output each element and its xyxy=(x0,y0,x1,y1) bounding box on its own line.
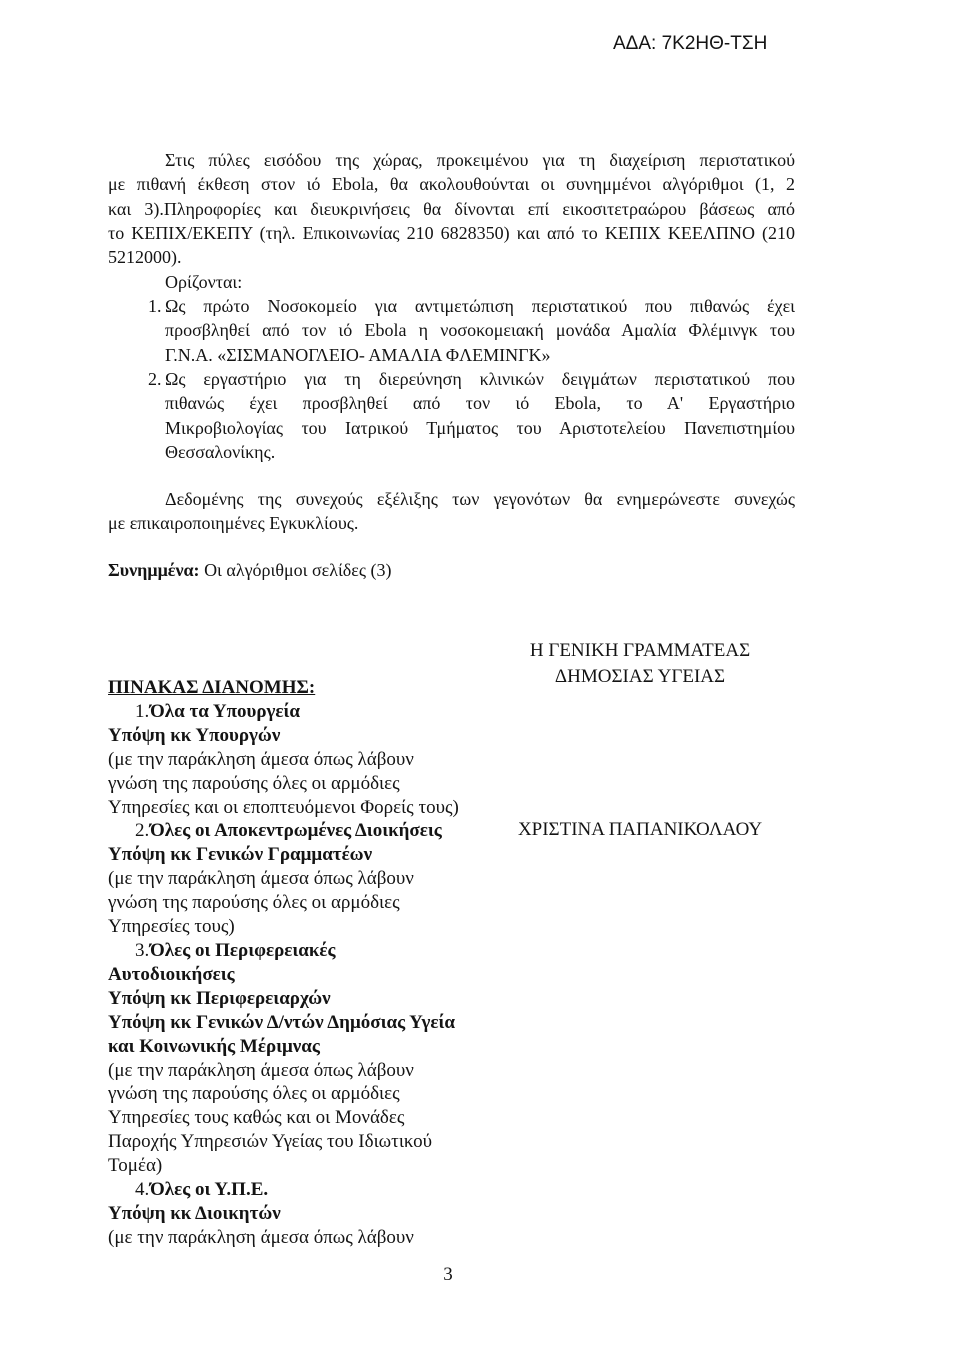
distribution-addressee: Υπόψη κκ Υπουργών xyxy=(108,724,281,746)
signature-title-line: Η ΓΕΝΙΚΗ ΓΡΑΜΜΑΤΕΑΣ xyxy=(529,640,751,661)
distribution-note-line: (με την παράκληση άμεσα όπως λάβουν xyxy=(108,1059,414,1081)
intro-line: το ΚΕΠΙΧ/ΕΚΕΠΥ (τηλ. Επικοινωνίας 210 6828350) και από το ΚΕΠΙΧ ΚΕΕΛΠΝΟ (210 xyxy=(108,222,795,243)
distribution-note-line: Τομέα) xyxy=(108,1155,163,1177)
update-note-line: με επικαιροποιημένες Εγκυκλίους. xyxy=(108,512,359,533)
attachments-label: Συνημμένα: xyxy=(108,560,200,580)
distribution-group-heading xyxy=(108,700,488,724)
intro-line: με πιθανή έκθεση στον ιό Ebola, θα ακολουθούνται οι συνημμένοι αλγόριθμοι (1, 2 xyxy=(108,174,795,195)
distribution-addressee: Υπόψη κκ Περιφερειαρχών xyxy=(108,987,331,1009)
distribution-note-line: Παροχής Υπηρεσιών Υγείας του Ιδιωτικού xyxy=(108,1131,432,1153)
distribution-title: ΠΙΝΑΚΑΣ ΔΙΑΝΟΜΗΣ: xyxy=(108,677,316,698)
item-1-line xyxy=(108,318,795,342)
intro-line: Στις πύλες εισόδου της χώρας, προκειμένου για τη διαχείριση περιστατικού xyxy=(165,150,795,170)
item-1-line xyxy=(108,294,795,318)
item-2-line xyxy=(108,440,795,464)
item-text: Ως εργαστήριο για τη διερεύνηση κλινικών δειγμάτων περιστατικού που xyxy=(165,368,795,389)
item-2-line xyxy=(108,391,795,415)
item-2-line xyxy=(108,367,795,391)
distribution-list xyxy=(108,676,488,1250)
distribution-note-line: Υπηρεσίες τους) xyxy=(108,916,235,938)
intro-line: και 3).Πληροφορίες και διευκρινήσεις θα δίνονται επί εικοσιτετραώρου βάσεως από xyxy=(108,198,795,219)
intro-line: 5212000). xyxy=(108,247,182,268)
distribution-addressee: Αυτοδιοικήσεις xyxy=(108,963,235,985)
distribution-heading-text: Όλες οι Υ.Π.Ε. xyxy=(150,1179,269,1201)
attachments xyxy=(108,558,391,582)
item-text: Ως πρώτο Νοσοκομείο για αντιμετώπιση περιστατικού που πιθανώς έχει xyxy=(165,295,795,316)
distribution-group-heading xyxy=(108,939,488,963)
document-ada-code: ΑΔΑ: 7Κ2ΗΘ-ΤΣΗ xyxy=(613,33,768,54)
distribution-note-line: (με την παράκληση άμεσα όπως λάβουν xyxy=(108,1226,414,1248)
item-text: Γ.Ν.Α. «ΣΙΣΜΑΝΟΓΛΕΙΟ- ΑΜΑΛΙΑ ΦΛΕΜΙΝΓΚ» xyxy=(165,344,551,365)
item-2-line xyxy=(108,416,795,440)
distribution-group-heading xyxy=(108,819,488,843)
main-body xyxy=(108,148,795,464)
update-note xyxy=(108,488,795,535)
distribution-heading-text: Όλα τα Υπουργεία xyxy=(150,700,301,722)
item-1-line xyxy=(108,343,795,367)
distribution-group-heading xyxy=(108,1178,488,1202)
distribution-note-line: γνώση της παρούσης όλες οι αρμόδιες xyxy=(108,772,400,794)
item-text: Θεσσαλονίκης. xyxy=(165,441,276,462)
distribution-addressee: Υπόψη κκ Γενικών Γραμματέων xyxy=(108,844,373,866)
distribution-note-line: (με την παράκληση άμεσα όπως λάβουν xyxy=(108,748,414,770)
distribution-addressee: και Κοινωνικής Μέριμνας xyxy=(108,1035,320,1057)
signature-title xyxy=(490,638,790,690)
distribution-note-line: γνώση της παρούσης όλες οι αρμόδιες xyxy=(108,892,400,914)
distribution-note-line: Υπηρεσίες τους καθώς και οι Μονάδες xyxy=(108,1107,405,1129)
distribution-addressee: Υπόψη κκ Διοικητών xyxy=(108,1202,281,1224)
item-text: Μικροβιολογίας του Ιατρικού Τμήματος του Αριστοτελείου Πανεπιστημίου xyxy=(165,417,795,438)
distribution-heading-text: Όλες οι Αποκεντρωμένες Διοικήσεις xyxy=(150,820,442,842)
update-note-line: Δεδομένης της συνεχούς εξέλιξης των γεγονότων θα ενημερώνεστε συνεχώς xyxy=(165,489,795,509)
distribution-heading-text: Όλες οι Περιφερειακές xyxy=(150,939,336,961)
item-text: προσβληθεί από τον ιό Ebola η νοσοκομειακή μονάδα Αμαλία Φλέμινγκ του xyxy=(165,320,795,341)
distribution-number: 3. xyxy=(135,939,150,961)
distribution-note-line: γνώση της παρούσης όλες οι αρμόδιες xyxy=(108,1083,400,1105)
distribution-note-line: Υπηρεσίες και οι εποπτευόμενοι Φορείς τους) xyxy=(108,796,459,818)
distribution-number: 1. xyxy=(135,700,150,722)
signature-title-line: ΔΗΜΟΣΙΑΣ ΥΓΕΙΑΣ xyxy=(554,666,726,687)
item-number: 2. xyxy=(148,368,162,389)
attachments-text: Οι αλγόριθμοι σελίδες (3) xyxy=(204,560,392,580)
distribution-number: 2. xyxy=(135,820,150,842)
page-number: 3 xyxy=(443,1264,453,1285)
signatory-name: ΧΡΙΣΤΙΝΑ ΠΑΠΑΝΙΚΟΛΑΟΥ xyxy=(517,819,763,840)
distribution-number: 4. xyxy=(135,1179,150,1201)
distribution-note-line: (με την παράκληση άμεσα όπως λάβουν xyxy=(108,868,414,890)
item-text: πιθανώς έχει προσβληθεί από τον ιό Ebola, το Α' Εργαστήριο xyxy=(165,393,795,414)
distribution-addressee: Υπόψη κκ Γενικών Δ/ντών Δημόσιας Υγεία xyxy=(108,1011,455,1033)
item-number: 1. xyxy=(148,295,162,316)
defines-label: Ορίζονται: xyxy=(165,271,243,292)
